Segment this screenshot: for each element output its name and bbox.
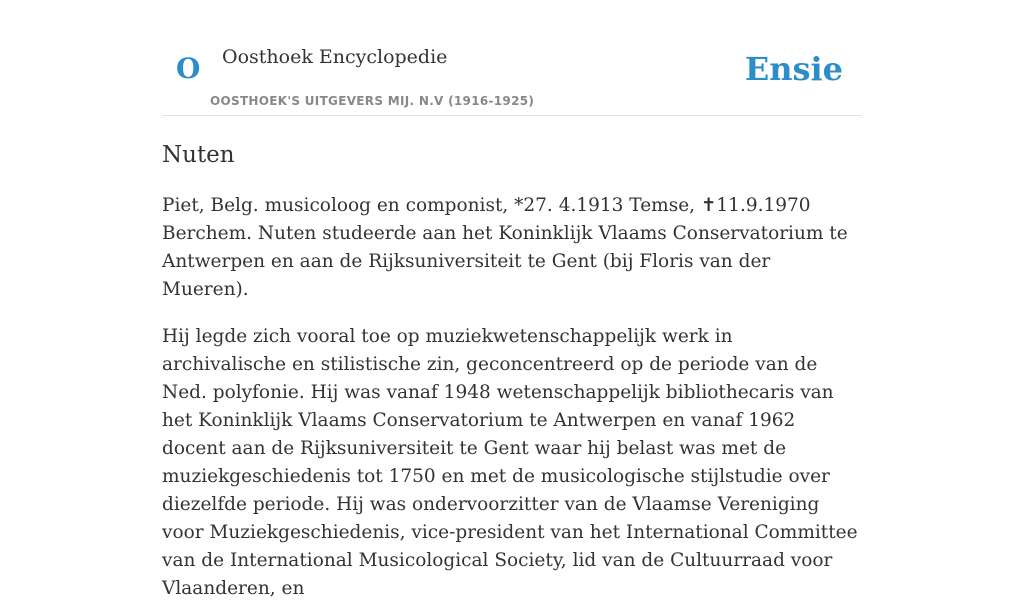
header xyxy=(162,40,862,116)
book-title-link[interactable]: Oosthoek Encyclopedie xyxy=(222,46,448,68)
article-paragraph: Piet, Belg. musicoloog en componist, *27. 4.1913 Temse, ✝11.9.1970 Berchem. Nuten studeerde aan het Koninklijk Vlaams Conservatorium te Antwerpen en aan de Rijksuniversiteit te Gent (bij Floris van der Mueren). xyxy=(162,195,848,300)
article-paragraph: Hij legde zich vooral toe op muziekwetenschappelijk werk in archivalische en stilistische zin, geconcentreerd op de periode van de Ned. polyfonie. Hij was vanaf 1948 wetenschappelijk bibliothecaris van het Koninklijk Vlaams Conservatorium te Antwerpen en vanaf 1962 docent aan de Rijksuniversiteit te Gent waar hij belast was met de muziekgeschiedenis tot 1750 en met de musicologische stijlstudie over diezelfde periode. Hij was ondervoorzitter van de Vlaamse Vereniging voor Muziekgeschiedenis, vice-president van het International Committee van de International Musicological Society, lid van de Cultuurraad voor Vlaanderen, en xyxy=(162,326,858,599)
book-logo[interactable]: O xyxy=(176,52,201,85)
publisher-label: OOSTHOEK'S UITGEVERS MIJ. N.V (1916-1925) xyxy=(210,94,535,108)
brand-logo-link[interactable]: Ensie xyxy=(744,50,843,88)
page xyxy=(162,0,862,603)
article-title: Nuten xyxy=(162,142,235,168)
